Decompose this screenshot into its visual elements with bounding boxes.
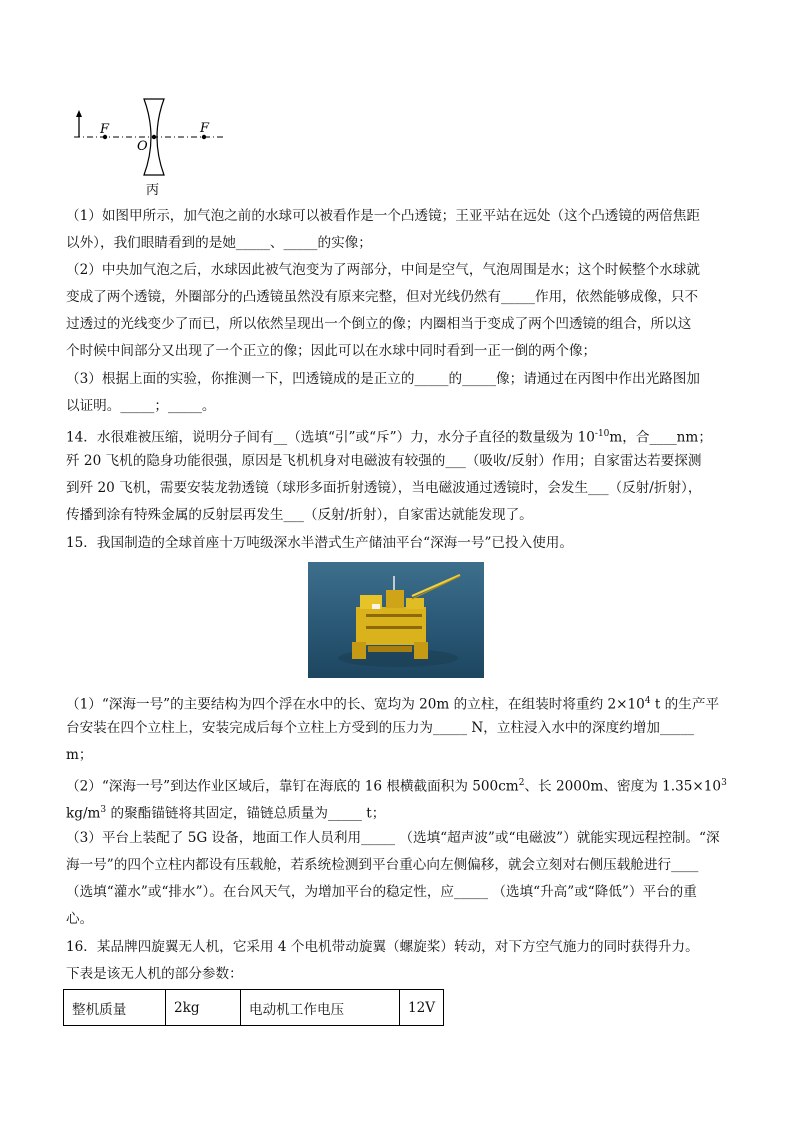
q14-line4: 传播到涂有特殊金属的反射层再发生___（反射/折射），自家雷达就能发现了。 [66,507,533,523]
q14-line1-text-a: 14．水很难被压缩，说明分子间有__（选填“引”或“斥”）力，水分子直径的数量级为 10 [66,429,595,446]
q15-part3-line4: 心。 [66,911,94,927]
q15-part2-text-a: （2）“深海一号”到达作业区域后，靠钉在海底的 16 根横截面积为 500cm [66,778,519,795]
table-cell-mass-label: 整机质量 [64,990,166,1026]
q15-part2-text-c: 的聚酯锚链将其固定，锚链总质量为_____ t； [106,805,386,822]
q16-line1: 16．某品牌四旋翼无人机，它采用 4 个电机带动旋翼（螺旋桨）转动，对下方空气施力的同时获得升力。 [66,939,699,955]
q15-part2-unit: kg/m [66,805,101,822]
q15-part2-line2 [66,798,730,827]
table-cell-voltage-label: 电动机工作电压 [241,990,400,1026]
q15-part1-line1 [66,689,730,718]
q15-part2-unit-exponent: 3 [100,805,107,815]
q14-exponent: -10 [594,429,610,439]
q15-part2-line1 [66,771,730,800]
q15-intro: 15．我国制造的全球首座十万吨级深水半潜式生产储油平台“深海一号”已投入使用。 [66,535,573,551]
q15-part1-exponent: 4 [644,696,651,706]
q14-line2: 歼 20 飞机的隐身功能很强，原因是飞机机身对电磁波有较强的___（吸收/反射）作用；自家雷达若要探测 [66,453,702,469]
figure-caption: 丙 [146,183,160,198]
q13-part3-line1: （3）根据上面的实验，你推测一下，凹透镜成的是正立的_____的_____像；请通过在丙图中作出光路图加 [66,371,700,387]
q15-part3-line1: （3）平台上装配了 5G 设备，地面工作人员利用_____ （选填“超声波”或“电磁波”）就能实现远程控制。“深 [66,830,720,846]
table-cell-voltage-value: 12V [400,990,444,1026]
q15-part3-line2: 海一号”的四个立柱内都设有压载舱，若系统检测到平台重心向左侧偏移，就会立刻对右侧压载舱进行____ [66,857,699,873]
q15-part3-line3: （选填“灌水”或“排水”）。在台风天气，为增加平台的稳定性，应_____ （选填“升高”或“降低”）平台的重 [66,884,697,900]
q15-part1-text-a: （1）“深海一号”的主要结构为四个浮在水中的长、宽均为 20m 的立柱，在组装时将重约 2×10 [66,696,645,713]
oil-platform-photo [308,562,484,678]
optical-center [152,135,156,139]
q15-part1-line2: 台安装在四个立柱上，安装完成后每个立柱上方受到的压力为_____ N，立柱浸入水中的深度约增加_____ [66,720,694,736]
q14-line3: 到歼 20 飞机，需要安装龙勃透镜（球形多面折射透镜），当电磁波通过透镜时，会发生___（反射/折射）， [66,480,702,496]
q15-part2-text-b: 、长 2000m、密度为 1.35×10 [524,778,722,795]
table-cell-mass-value: 2kg [166,990,241,1026]
q13-part1-line2: 以外），我们眼睛看到的是她_____、_____的实像； [66,235,372,251]
q16-line2: 下表是该无人机的部分参数： [66,966,243,982]
drone-parameter-table [63,989,444,1026]
q13-part2-line1: （2）中央加气泡之后，水球因此被气泡变为了两部分，中间是空气，气泡周围是水；这个时候整个水球就 [66,262,700,278]
q14-line1-text-b: m，合____nm； [609,429,712,446]
q13-part1-line1: （1）如图甲所示，加气泡之前的水球可以被看作是一个凸透镜；王亚平站在远处（这个凸透镜的两倍焦距 [66,208,700,224]
label-o: O [137,139,148,154]
q13-part2-line4: 个时候中间部分又出现了一个正立的像；因此可以在水球中同时看到一正一倒的两个像； [66,343,597,359]
q15-part1-text-b: t 的生产平 [650,696,720,713]
q15-part2-exponent-2: 3 [721,778,727,788]
q13-part2-line2: 变成了两个透镜，外圈部分的凸透镜虽然没有原来完整，但对光线仍然有_____作用，依然能够成像，只不 [66,289,699,305]
q13-part2-line3: 过透过的光线变少了而已，所以依然呈现出一个倒立的像；内圈相当于变成了两个凹透镜的组合，所以这 [66,316,692,332]
q14-line1 [66,422,730,451]
q13-part3-line2: 以证明。_____；_____。 [66,398,216,414]
q15-part1-line3: m； [66,747,93,763]
q15-part2-exponent-1: 2 [518,778,525,788]
label-f-right: F [200,121,210,136]
concave-lens-diagram [60,95,240,200]
label-f-left: F [100,122,110,137]
object-arrow-head [76,110,82,117]
table-row [64,990,444,1026]
